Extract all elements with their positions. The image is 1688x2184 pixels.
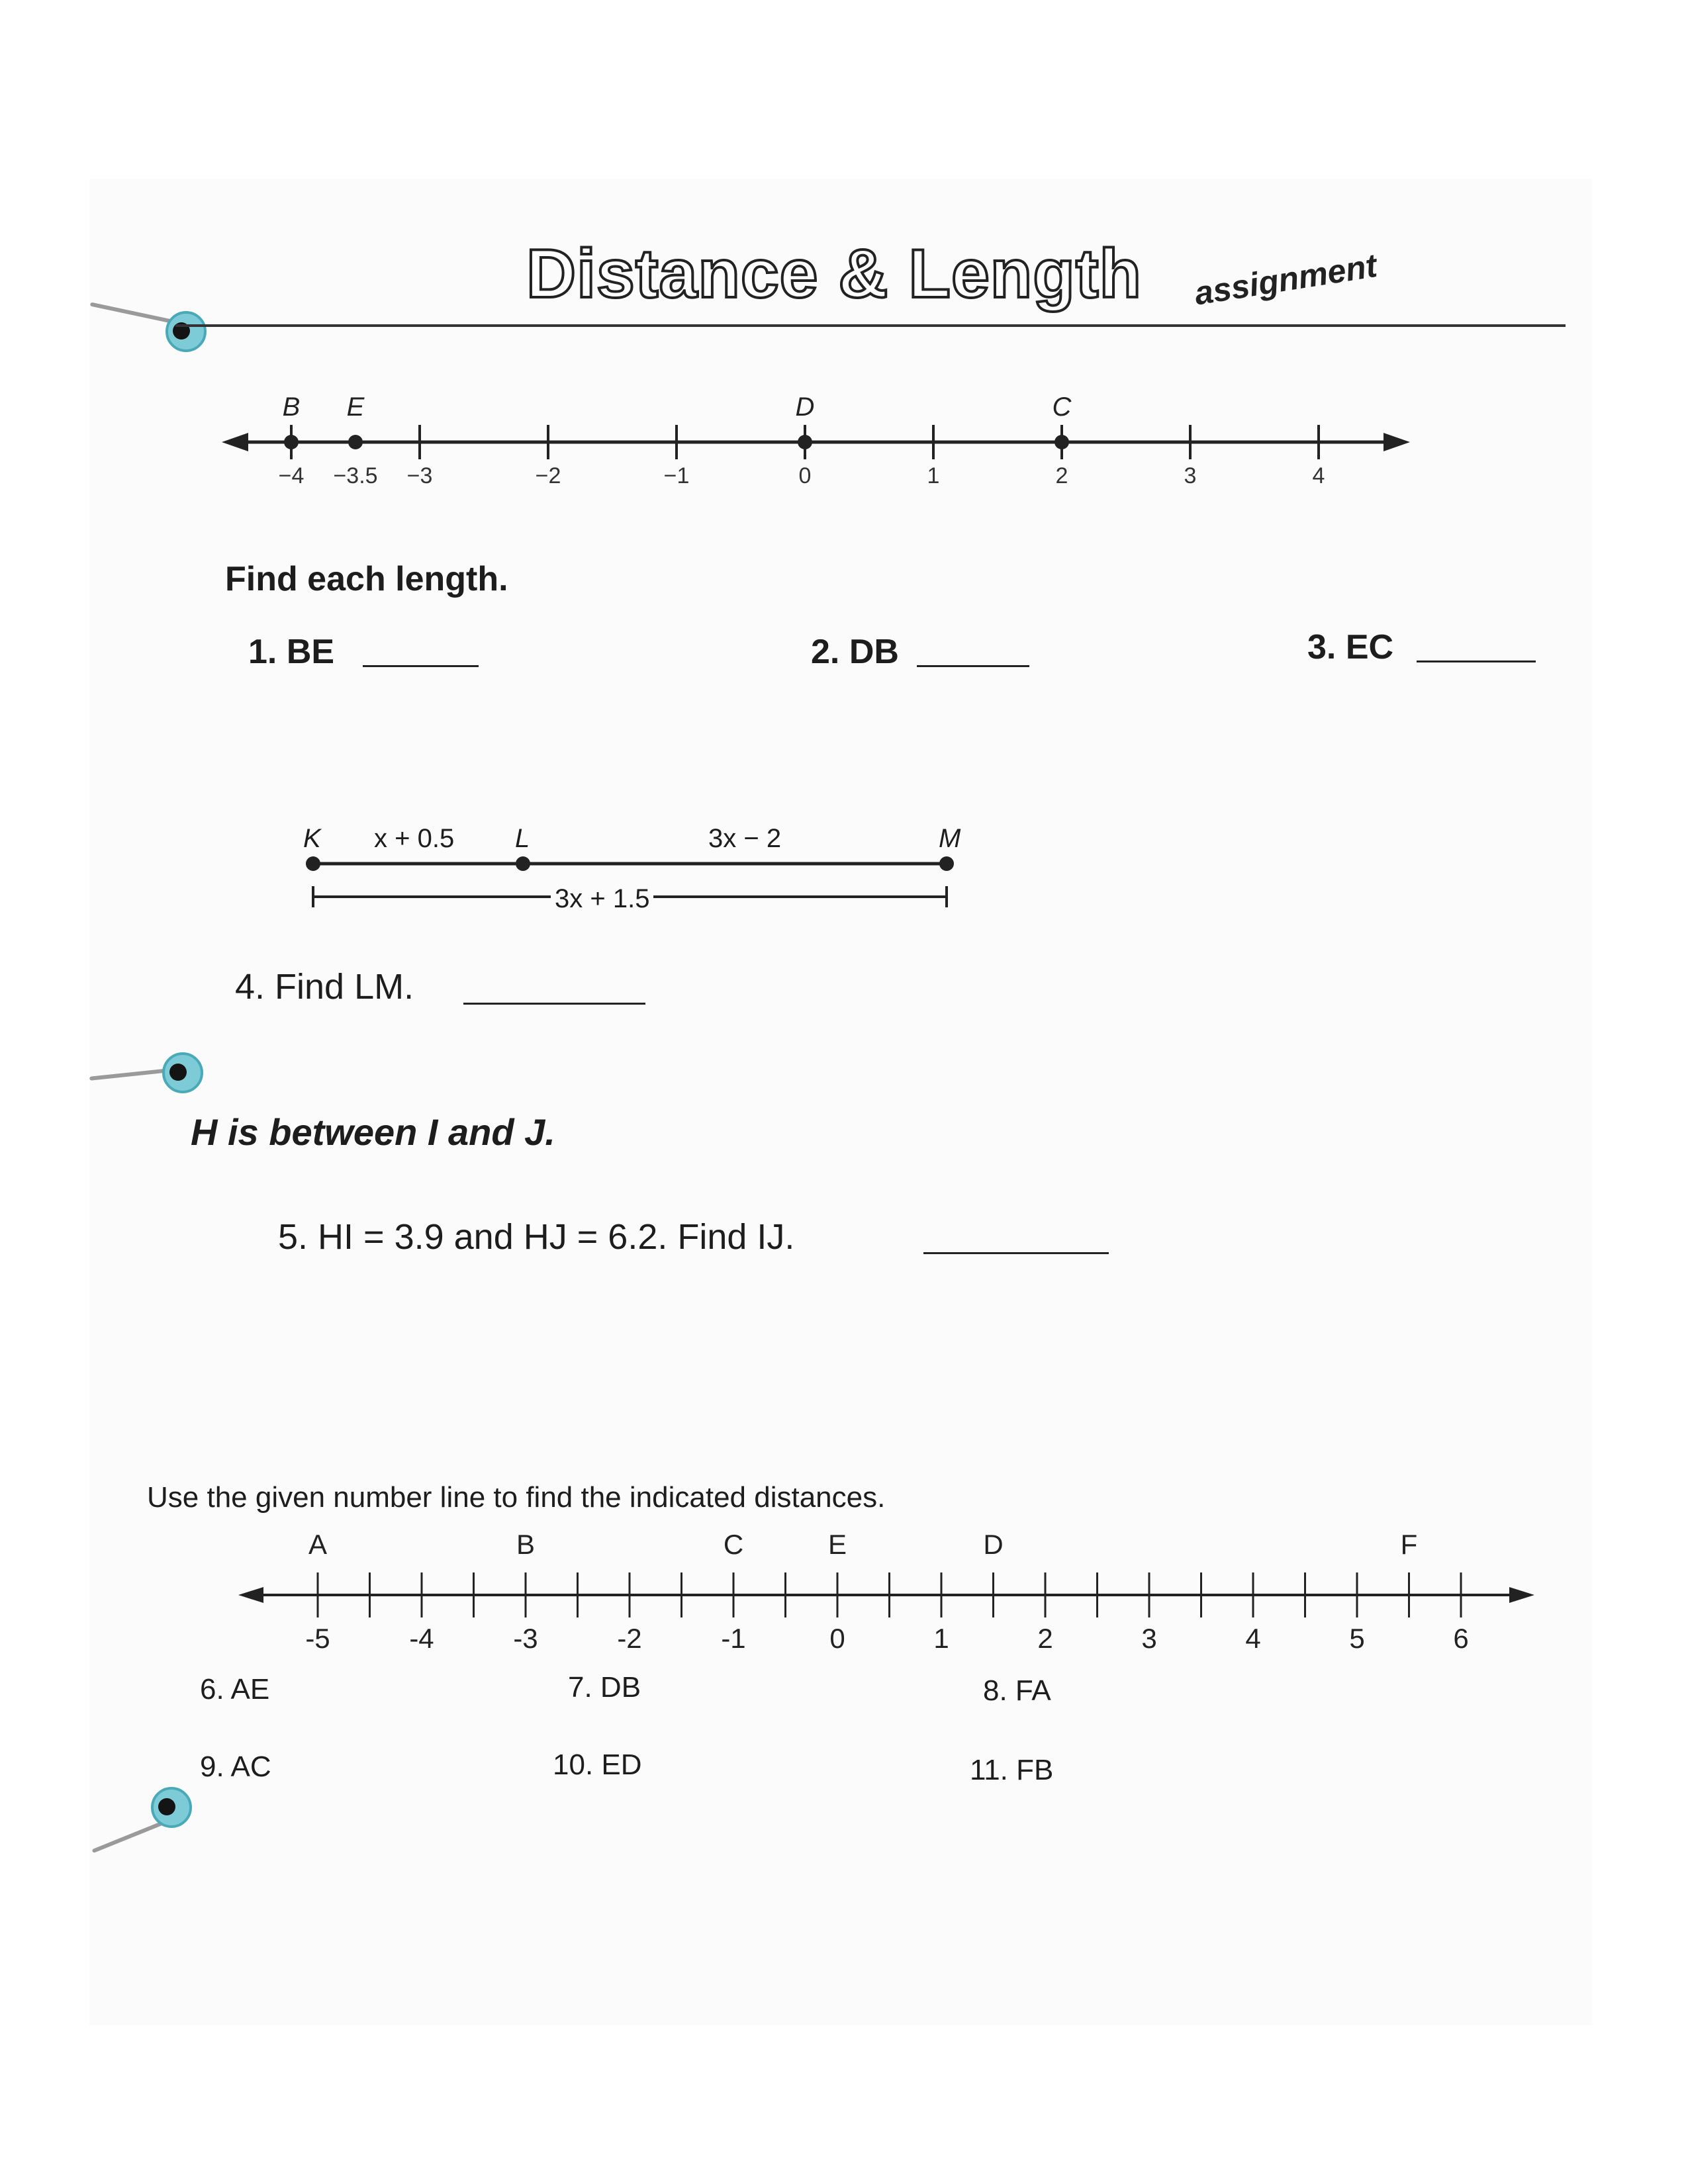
expr-kl: x + 0.5 bbox=[374, 824, 455, 853]
point-m-label: M bbox=[939, 824, 961, 853]
question-5: 5. HI = 3.9 and HJ = 6.2. Find IJ. bbox=[278, 1217, 795, 1257]
answer-blank-1[interactable] bbox=[363, 665, 479, 667]
tick-label: -4 bbox=[409, 1623, 434, 1654]
expr-lm: 3x − 2 bbox=[708, 824, 782, 853]
question-11: 11. FB bbox=[970, 1754, 1054, 1786]
point-label-a: A bbox=[308, 1529, 328, 1560]
instruction-number-line: Use the given number line to find the indicated distances. bbox=[147, 1481, 886, 1514]
point-label: C bbox=[1052, 392, 1072, 422]
tick-label: -2 bbox=[617, 1623, 642, 1654]
tick-label: 3 bbox=[1141, 1623, 1157, 1654]
between-statement: H is between I and J. bbox=[191, 1111, 555, 1153]
tick-label: 1 bbox=[933, 1623, 949, 1654]
question-10: 10. ED bbox=[553, 1749, 642, 1781]
tick-label: 0 bbox=[798, 463, 812, 488]
point-label: D bbox=[795, 392, 815, 422]
arrow-left-icon bbox=[222, 433, 248, 451]
arrow-right-icon bbox=[1383, 433, 1410, 451]
tick-label: 2 bbox=[1037, 1623, 1053, 1654]
question-6: 6. AE bbox=[200, 1673, 270, 1706]
question-3 bbox=[1307, 627, 1393, 667]
point-label: B bbox=[282, 392, 301, 422]
tick-label: −1 bbox=[663, 463, 690, 488]
point-label-f: F bbox=[1400, 1529, 1418, 1560]
point-d bbox=[798, 435, 812, 449]
question-9: 9. AC bbox=[200, 1751, 271, 1783]
point-label-e: E bbox=[827, 1529, 847, 1560]
point-label: E bbox=[346, 392, 365, 422]
tick-label: 6 bbox=[1453, 1623, 1469, 1654]
point-e bbox=[348, 435, 363, 449]
tick-label: 3 bbox=[1184, 463, 1197, 488]
arrow-left-icon bbox=[238, 1587, 263, 1603]
point-label-c: C bbox=[723, 1529, 744, 1560]
tick-label: 1 bbox=[927, 463, 940, 488]
question-1-label: 1. BE bbox=[248, 633, 335, 671]
question-2-label: 2. DB bbox=[811, 633, 899, 671]
question-7: 7. DB bbox=[568, 1671, 641, 1704]
point-k-label: K bbox=[303, 824, 321, 853]
question-1 bbox=[248, 632, 334, 672]
tick-label: −4 bbox=[278, 463, 305, 488]
point-l-label: L bbox=[515, 824, 530, 853]
answer-blank-5[interactable] bbox=[923, 1252, 1109, 1254]
number-line-2 bbox=[238, 1529, 1534, 1654]
point-label-d: D bbox=[983, 1529, 1004, 1560]
tick-label: −3.5 bbox=[333, 463, 378, 488]
question-2 bbox=[811, 632, 899, 672]
answer-blank-4[interactable] bbox=[463, 1003, 645, 1005]
point-k bbox=[306, 856, 320, 871]
assignment-tag: assignment bbox=[1192, 246, 1380, 312]
point-c bbox=[1055, 435, 1069, 449]
tick-label: -5 bbox=[305, 1623, 330, 1654]
page-title: Distance & Length bbox=[526, 236, 1142, 312]
instruction-find-each-length: Find each length. bbox=[225, 560, 508, 598]
tick-label: −3 bbox=[406, 463, 433, 488]
question-3-label: 3. EC bbox=[1307, 628, 1394, 666]
answer-blank-2[interactable] bbox=[917, 665, 1029, 667]
question-4: 4. Find LM. bbox=[235, 967, 414, 1007]
tick-label: 2 bbox=[1055, 463, 1068, 488]
point-m bbox=[939, 856, 954, 871]
tick-label: 5 bbox=[1349, 1623, 1365, 1654]
tick-label: -1 bbox=[721, 1623, 746, 1654]
tick-label: 4 bbox=[1245, 1623, 1261, 1654]
tick-label: −2 bbox=[535, 463, 561, 488]
point-label-b: B bbox=[516, 1529, 536, 1560]
tick-label: 4 bbox=[1312, 463, 1325, 488]
number-line-1 bbox=[222, 392, 1410, 488]
arrow-right-icon bbox=[1509, 1587, 1534, 1603]
tick-label: 0 bbox=[829, 1623, 845, 1654]
question-8: 8. FA bbox=[983, 1674, 1051, 1707]
expr-km: 3x + 1.5 bbox=[551, 884, 653, 914]
tick-label: -3 bbox=[513, 1623, 538, 1654]
point-l bbox=[516, 856, 530, 871]
point-b bbox=[284, 435, 299, 449]
answer-blank-3[interactable] bbox=[1417, 660, 1536, 662]
